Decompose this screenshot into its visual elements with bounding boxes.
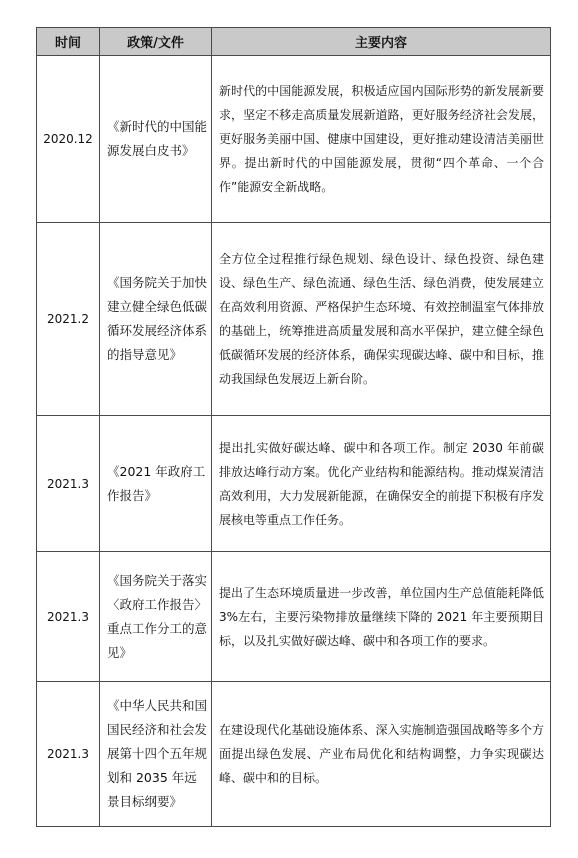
row-content: 提出扎实做好碳达峰、碳中和各项工作。制定 2030 年前碳排放达峰行动方案。优化产业结构和能源结构。推动煤炭清洁高效利用，大力发展新能源，在确保安全的前提下积极有序发展核电等重点工作任务。 xyxy=(212,416,551,552)
row-time: 2021.3 xyxy=(37,416,100,552)
row-content: 新时代的中国能源发展，积极适应国内国际形势的新发展新要求，坚定不移走高质量发展新道路，更好服务经济社会发展，更好服务美丽中国、健康中国建设，更好推动建设清洁美丽世界。提出新时代的中国能源发展，贯彻“四个革命、一个合作”能源安全新战略。 xyxy=(212,56,551,223)
table-row xyxy=(37,416,551,552)
header-time: 时间 xyxy=(37,28,100,56)
policy-table-container xyxy=(36,27,550,827)
header-row xyxy=(37,28,551,56)
table-row xyxy=(37,552,551,682)
table-row xyxy=(37,56,551,223)
header-content: 主要内容 xyxy=(212,28,551,56)
row-content: 全方位全过程推行绿色规划、绿色设计、绿色投资、绿色建设、绿色生产、绿色流通、绿色生活、绿色消费，使发展建立在高效利用资源、严格保护生态环境、有效控制温室气体排放的基础上，统筹推进高质量发展和高水平保护，建立健全绿色低碳循环发展的经济体系，确保实现碳达峰、碳中和目标，推动我国绿色发展迈上新台阶。 xyxy=(212,223,551,416)
table-row xyxy=(37,223,551,416)
row-policy: 《国务院关于落实〈政府工作报告〉重点工作分工的意见》 xyxy=(100,552,212,682)
row-policy: 《中华人民共和国国民经济和社会发展第十四个五年规划和 2035 年远景目标纲要》 xyxy=(100,682,212,827)
table-header xyxy=(37,28,551,56)
row-policy: 《新时代的中国能源发展白皮书》 xyxy=(100,56,212,223)
policy-table xyxy=(36,27,551,827)
row-policy: 《2021 年政府工作报告》 xyxy=(100,416,212,552)
row-content: 提出了生态环境质量进一步改善，单位国内生产总值能耗降低 3%左右，主要污染物排放量继续下降的 2021 年主要预期目标，以及扎实做好碳达峰、碳中和各项工作的要求。 xyxy=(212,552,551,682)
row-time: 2020.12 xyxy=(37,56,100,223)
row-time: 2021.2 xyxy=(37,223,100,416)
table-body xyxy=(37,56,551,827)
row-policy: 《国务院关于加快建立健全绿色低碳循环发展经济体系的指导意见》 xyxy=(100,223,212,416)
header-policy: 政策/文件 xyxy=(100,28,212,56)
row-content: 在建设现代化基础设施体系、深入实施制造强国战略等多个方面提出绿色发展、产业布局优化和结构调整，力争实现碳达峰、碳中和的目标。 xyxy=(212,682,551,827)
table-row xyxy=(37,682,551,827)
row-time: 2021.3 xyxy=(37,552,100,682)
row-time: 2021.3 xyxy=(37,682,100,827)
